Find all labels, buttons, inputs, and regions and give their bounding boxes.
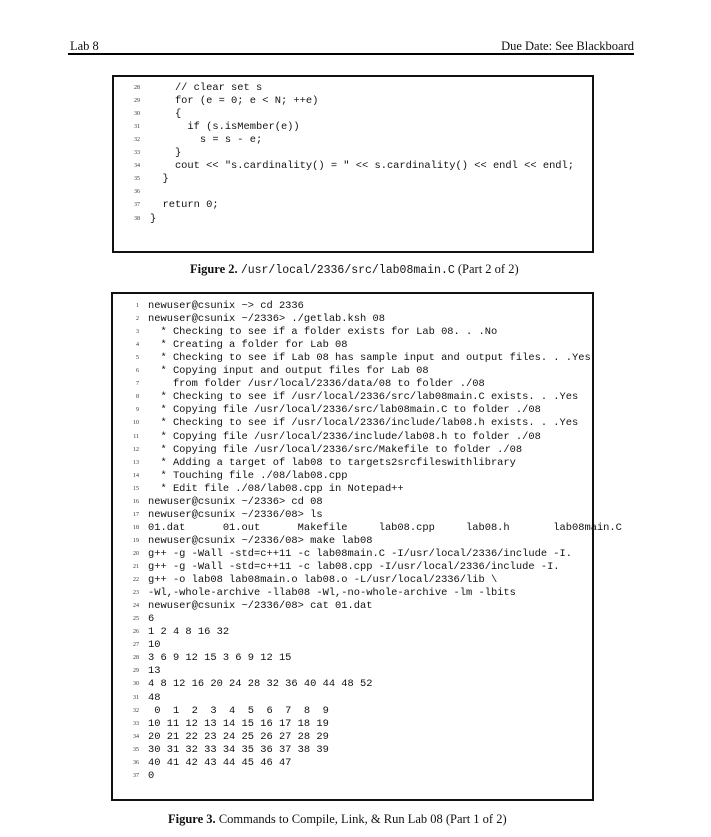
line-number: 6 xyxy=(136,368,139,375)
line-number: 21 xyxy=(133,564,139,570)
line-text: 10 11 12 13 14 15 16 17 18 19 xyxy=(148,717,329,730)
line-text: * Creating a folder for Lab 08 xyxy=(148,339,348,352)
code-line xyxy=(113,744,592,757)
line-number: 4 xyxy=(136,342,139,349)
line-number: 26 xyxy=(133,629,139,636)
code-line xyxy=(113,431,592,444)
code-line xyxy=(113,313,592,326)
line-number: 31 xyxy=(134,124,140,131)
line-number: 9 xyxy=(136,407,139,414)
line-number: 35 xyxy=(133,746,139,753)
line-text: 30 31 32 33 34 35 36 37 38 39 xyxy=(148,743,329,756)
line-text: * Edit file ./08/lab08.cpp in Notepad++ xyxy=(148,482,404,495)
line-number: 37 xyxy=(134,202,140,209)
line-text: for (e = 0; e < N; ++e) xyxy=(150,95,319,108)
figure-3-caption xyxy=(168,812,507,827)
line-number: 27 xyxy=(133,642,139,649)
code-line xyxy=(113,365,592,378)
line-number: 34 xyxy=(134,163,140,170)
line-text: } xyxy=(150,212,157,225)
code-line xyxy=(114,95,592,108)
line-text: -Wl,-whole-archive -llab08 -Wl,-no-whole-archive -lm -lbits xyxy=(148,587,516,600)
line-text: cout << "s.cardinality() = " << s.cardinality() << endl << endl; xyxy=(150,160,575,173)
line-text: 0 1 2 3 4 5 6 7 8 9 xyxy=(148,704,329,717)
line-number: 3 xyxy=(136,329,139,336)
code-line xyxy=(113,521,622,535)
line-text: 20 21 22 23 24 25 26 27 28 29 xyxy=(148,730,329,743)
line-text: from folder /usr/local/2336/data/08 to folder ./08 xyxy=(148,378,485,391)
line-number: 37 xyxy=(133,772,139,779)
line-text: if (s.isMember(e)) xyxy=(150,121,300,134)
line-text: // clear set s xyxy=(150,82,263,94)
line-text: newuser@csunix ~/2336/08> ls xyxy=(148,508,323,521)
line-number: 33 xyxy=(134,150,140,157)
code-line xyxy=(114,121,592,134)
line-number: 31 xyxy=(133,694,139,701)
line-number: 23 xyxy=(133,590,139,597)
line-text: * Copying file /usr/local/2336/src/lab08main.C to folder ./08 xyxy=(148,404,541,417)
code-line xyxy=(114,82,592,95)
code-line xyxy=(113,391,592,404)
code-line xyxy=(113,496,592,509)
figure-2-caption xyxy=(190,262,519,277)
code-line xyxy=(113,757,592,770)
line-number: 24 xyxy=(133,603,139,610)
line-text: * Copying file /usr/local/2336/src/Makefile to folder ./08 xyxy=(148,443,523,456)
line-number: 7 xyxy=(136,381,139,388)
line-text: s = s - e; xyxy=(150,134,263,147)
line-number: 22 xyxy=(133,577,139,584)
code-line xyxy=(113,404,592,417)
line-number: 29 xyxy=(133,668,139,675)
line-number: 34 xyxy=(133,733,139,740)
code-line xyxy=(113,561,592,574)
line-text: 1 2 4 8 16 32 xyxy=(148,626,230,639)
code-line xyxy=(113,692,592,705)
line-text: 6 xyxy=(148,613,155,626)
line-text: g++ -g -Wall -std=c++11 -c lab08.cpp -I/usr/local/2336/include -I. xyxy=(148,561,560,573)
code-line xyxy=(113,600,592,613)
line-text: 4 8 12 16 20 24 28 32 36 40 44 48 52 xyxy=(148,678,373,691)
code-line xyxy=(113,378,592,391)
line-number: 20 xyxy=(133,550,139,557)
line-text: g++ -o lab08 lab08main.o lab08.o -L/usr/local/2336/lib \ xyxy=(148,574,498,587)
code-line xyxy=(113,483,592,496)
code-line xyxy=(113,300,592,313)
code-line xyxy=(113,705,592,718)
code-line xyxy=(113,639,592,652)
line-number: 30 xyxy=(133,681,139,688)
code-line xyxy=(113,678,592,691)
line-number: 13 xyxy=(133,459,139,466)
line-text: * Checking to see if a folder exists for Lab 08. . .No xyxy=(148,326,498,339)
code-line xyxy=(114,134,592,147)
code-line xyxy=(114,213,592,226)
line-text: newuser@csunix ~> cd 2336 xyxy=(148,300,304,312)
page-header xyxy=(68,39,634,55)
code-line xyxy=(113,718,592,731)
line-text: 40 41 42 43 44 45 46 47 xyxy=(148,756,292,769)
line-number: 2 xyxy=(136,316,139,323)
line-number: 10 xyxy=(133,420,139,427)
line-number: 38 xyxy=(134,215,140,222)
line-number: 30 xyxy=(134,111,140,118)
line-text: newuser@csunix ~/2336> ./getlab.ksh 08 xyxy=(148,313,385,326)
figure-3-terminal-listing xyxy=(111,292,622,801)
line-text: 0 xyxy=(148,769,155,782)
line-text: newuser@csunix ~/2336> cd 08 xyxy=(148,495,323,508)
figure-2-path: /usr/local/2336/src/lab08main.C xyxy=(240,264,455,277)
line-text: 3 6 9 12 15 3 6 9 12 15 xyxy=(148,652,292,665)
line-text: * Checking to see if Lab 08 has sample input and output files. . .Yes xyxy=(148,352,591,365)
code-line xyxy=(113,509,592,522)
line-text: * Copying input and output files for Lab 08 xyxy=(148,365,429,378)
line-text: { xyxy=(150,108,182,121)
code-line xyxy=(113,326,592,339)
code-line xyxy=(113,770,592,783)
line-number: 28 xyxy=(134,85,140,91)
code-line xyxy=(113,652,592,665)
line-number: 36 xyxy=(134,189,140,196)
figure-2-label: Figure 2. xyxy=(190,262,238,276)
code-line xyxy=(114,186,592,199)
code-line xyxy=(113,548,592,561)
line-number: 17 xyxy=(133,511,139,518)
figure-3-label: Figure 3. xyxy=(168,812,216,826)
line-text: return 0; xyxy=(150,199,219,212)
line-text: 13 xyxy=(148,665,161,678)
code-line xyxy=(113,665,592,678)
code-line xyxy=(113,470,592,483)
line-number: 5 xyxy=(136,355,139,362)
line-number: 25 xyxy=(133,616,139,623)
code-line xyxy=(114,199,592,212)
code-line xyxy=(113,626,592,639)
code-line xyxy=(114,147,592,160)
figure-2-code-listing xyxy=(112,75,594,253)
line-text: * Adding a target of lab08 to targets2srcfileswithlibrary xyxy=(148,456,516,469)
line-text: } xyxy=(150,173,169,186)
line-text: } xyxy=(150,147,182,160)
code-line xyxy=(114,173,592,186)
line-text: 10 xyxy=(148,639,161,652)
line-number: 12 xyxy=(133,446,139,453)
line-text: * Touching file ./08/lab08.cpp xyxy=(148,469,348,482)
code-line xyxy=(114,160,592,173)
line-text: 48 xyxy=(148,691,161,704)
header-due-date: Due Date: See Blackboard xyxy=(501,39,634,53)
code-line xyxy=(113,417,592,430)
code-line xyxy=(113,613,592,626)
line-number: 14 xyxy=(133,472,139,479)
line-number: 19 xyxy=(133,537,139,544)
line-number: 32 xyxy=(134,137,140,144)
line-number: 16 xyxy=(133,498,139,505)
line-text: newuser@csunix ~/2336/08> cat 01.dat xyxy=(148,600,373,613)
line-number: 18 xyxy=(133,524,139,531)
code-line xyxy=(113,457,592,470)
line-text: * Checking to see if /usr/local/2336/src/lab08main.C exists. . .Yes xyxy=(148,391,579,404)
figure-2-part: (Part 2 of 2) xyxy=(457,262,519,276)
header-lab-title: Lab 8 xyxy=(70,39,99,53)
line-number: 33 xyxy=(133,720,139,727)
line-number: 36 xyxy=(133,759,139,766)
line-text: 01.dat 01.out Makefile lab08.cpp lab08.h lab08main.C xyxy=(148,521,622,534)
line-text: * Checking to see if /usr/local/2336/include/lab08.h exists. . .Yes xyxy=(148,417,579,430)
figure-3-description: Commands to Compile, Link, & Run Lab 08 (Part 1 of 2) xyxy=(218,812,507,826)
code-line xyxy=(114,108,592,121)
code-line xyxy=(113,535,592,548)
line-text: newuser@csunix ~/2336/08> make lab08 xyxy=(148,534,373,547)
line-number: 11 xyxy=(133,433,139,440)
code-line xyxy=(113,352,592,365)
code-line xyxy=(113,444,592,457)
line-number: 32 xyxy=(133,707,139,714)
line-number: 35 xyxy=(134,176,140,183)
code-line xyxy=(113,339,592,352)
line-number: 28 xyxy=(133,655,139,662)
line-number: 8 xyxy=(136,394,139,401)
code-line xyxy=(113,731,592,744)
line-text: * Copying file /usr/local/2336/include/lab08.h to folder ./08 xyxy=(148,430,541,443)
line-number: 29 xyxy=(134,98,140,105)
line-number: 15 xyxy=(133,485,139,492)
line-text: g++ -g -Wall -std=c++11 -c lab08main.C -I/usr/local/2336/include -I. xyxy=(148,547,573,560)
code-line xyxy=(113,587,592,600)
code-line xyxy=(113,574,592,587)
line-number: 1 xyxy=(136,303,139,309)
